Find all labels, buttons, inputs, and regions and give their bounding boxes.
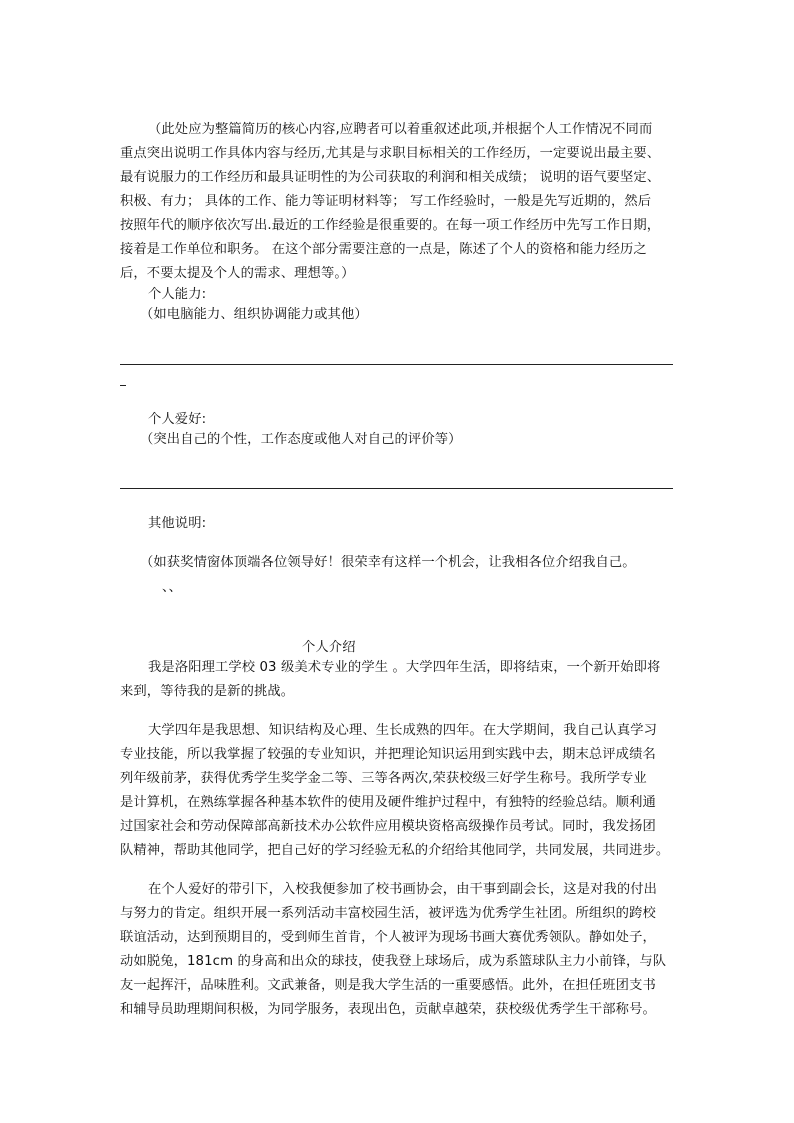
hobby-label: 个人爱好: (148, 412, 207, 427)
para3-line-4: 动如脱兔，181cm 的身高和出众的球技，使我登上球场后，成为系篮球队主力小前锋，与队 (120, 954, 667, 969)
short-dash (120, 385, 126, 386)
other-hint: （如获奖情窗体顶端各位领导好！很荣幸有这样一个机会，让我相各位介绍我自己。 (140, 555, 636, 570)
para2-line-2: 专业技能，所以我掌握了较强的专业知识，并把理论知识运用到实践中去，期末总评成绩名 (120, 747, 656, 762)
self-intro-title: 个人介绍 (302, 640, 356, 655)
para3-line-3: 联谊活动，达到预期目的，受到师生首肯，个人被评为现场书画大赛优秀领队。静如处子， (120, 930, 656, 945)
para2-line-5: 过国家社会和劳动保障部高新技术办公软件应用模块资格高级操作员考试。同时，我发扬团 (120, 819, 656, 834)
ability-label: 个人能力: (148, 287, 207, 302)
intro-line-6: 接着是工作单位和职务。 在这个部分需要注意的一点是，陈述了个人的资格和能力经历之 (120, 242, 647, 257)
intro-line-3: 最有说服力的工作经历和最具证明性的为公司获取的利润和相关成绩； 说明的语气要坚定、 (120, 170, 661, 185)
other-label: 其他说明: (148, 516, 207, 531)
para3-line-2: 与努力的肯定。组织开展一系列活动丰富校园生活，被评选为优秀学生社团。所组织的跨校 (120, 906, 656, 921)
para3-line-1: 在个人爱好的带引下，入校我便参加了校书画协会，由干事到副会长，这是对我的付出 (148, 882, 658, 897)
intro-line-2: 重点突出说明工作具体内容与经历,尤其是与求职目标相关的工作经历，一定要说出最主要、 (120, 146, 661, 161)
divider-line (120, 488, 673, 489)
intro-line-4: 积极、有力； 具体的工作、能力等证明材料等； 写工作经验时，一般是先写近期的，然后 (120, 194, 652, 209)
para2-line-1: 大学四年是我思想、知识结构及心理、生长成熟的四年。在大学期间，我自己认真学习 (148, 723, 658, 738)
intro-line-5: 按照年代的顺序依次写出.最近的工作经验是很重要的。在每一项工作经历中先写工作日期， (120, 218, 661, 233)
para1-line-2: 来到，等待我的是新的挑战。 (120, 684, 295, 699)
para2-line-3: 列年级前茅，获得优秀学生奖学金二等、三等各两次,荣获校级三好学生称号。我所学专业 (120, 771, 647, 786)
para2-line-4: 是计算机，在熟练掌握各种基本软件的使用及硬件维护过程中，有独特的经验总结。顺利通 (120, 795, 656, 810)
para1-line-1: 我是洛阳理工学校 03 级美术专业的学生 。大学四年生活，即将结束，一个新开始即将 (148, 660, 661, 675)
intro-line-1: （此处应为整篇简历的核心内容,应聘者可以着重叙述此项,并根据个人工作情况不同而 (148, 122, 653, 137)
para3-line-6: 和辅导员助理期间积极，为同学服务，表现出色，贡献卓越荣，获校级优秀学生干部称号。 (120, 1002, 656, 1017)
hobby-hint: （突出自己的个性，工作态度或他人对自己的评价等） (140, 432, 462, 447)
para3-line-5: 友一起挥汗，品味胜利。文武兼备，则是我大学生活的一重要感悟。此外，在担任班团支书 (120, 978, 656, 993)
other-marks: 、、 (162, 580, 182, 595)
intro-line-7: 后，不要太提及个人的需求、理想等。） (120, 266, 355, 281)
divider-line (120, 364, 673, 365)
para2-line-6: 队精神，帮助其他同学，把自己好的学习经验无私的介绍给其他同学，共同发展，共同进步。 (120, 843, 670, 858)
ability-hint: （如电脑能力、组织协调能力或其他） (140, 307, 368, 322)
